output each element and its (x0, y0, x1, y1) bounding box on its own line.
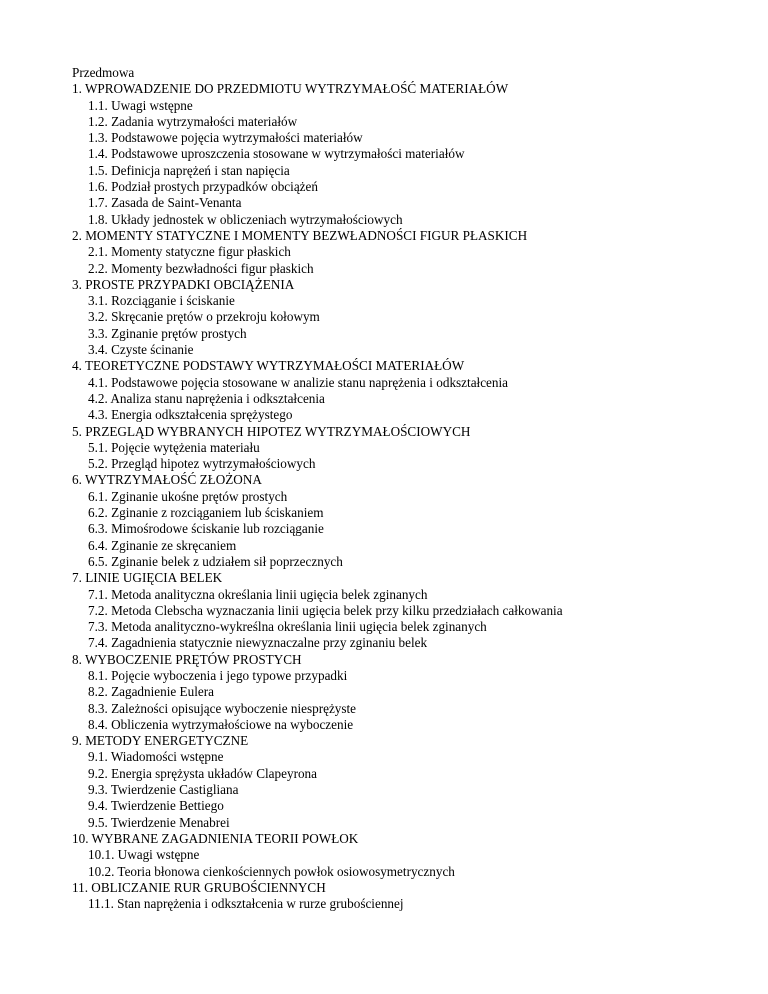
toc-section-entry: 2.1. Momenty statyczne figur płaskich (88, 244, 291, 260)
toc-section-entry: 3.4. Czyste ścinanie (88, 342, 194, 358)
toc-section-entry: 1.8. Układy jednostek w obliczeniach wytrzymałościowych (88, 211, 403, 227)
toc-section-entry: 7.1. Metoda analityczna określania linii ugięcia belek zginanych (88, 586, 428, 602)
toc-section-entry: 6.1. Zginanie ukośne prętów prostych (88, 488, 288, 504)
toc-chapter-heading: 10. WYBRANE ZAGADNIENIA TEORII POWŁOK (72, 830, 359, 846)
toc-chapter-heading: 2. MOMENTY STATYCZNE I MOMENTY BEZWŁADNOŚCI FIGUR PŁASKICH (72, 227, 528, 243)
toc-chapter-heading: 6. WYTRZYMAŁOŚĆ ZŁOŻONA (72, 472, 262, 488)
toc-section-entry: 1.5. Definicja naprężeń i stan napięcia (88, 162, 290, 178)
toc-section-entry: 10.1. Uwagi wstępne (88, 847, 200, 863)
toc-section-entry: 6.5. Zginanie belek z udziałem sił poprzecznych (88, 553, 343, 569)
toc-section-entry: 3.2. Skręcanie prętów o przekroju kołowym (88, 309, 320, 325)
toc-section-entry: 7.4. Zagadnienia statycznie niewyznaczalne przy zginaniu belek (88, 635, 428, 651)
toc-section-entry: 1.3. Podstawowe pojęcia wytrzymałości materiałów (88, 130, 363, 146)
toc-section-entry: 9.3. Twierdzenie Castigliana (88, 782, 239, 798)
toc-section-entry: 10.2. Teoria błonowa cienkościennych powłok osiowosymetrycznych (88, 863, 455, 879)
toc-chapter-heading: 4. TEORETYCZNE PODSTAWY WYTRZYMAŁOŚCI MATERIAŁÓW (72, 358, 465, 374)
toc-section-entry: 4.1. Podstawowe pojęcia stosowane w analizie stanu naprężenia i odkształcenia (88, 374, 509, 390)
toc-section-entry: 6.2. Zginanie z rozciąganiem lub ściskaniem (88, 505, 324, 521)
toc-section-entry: 1.6. Podział prostych przypadków obciążeń (88, 179, 318, 195)
toc-chapter-heading: 3. PROSTE PRZYPADKI OBCIĄŻENIA (72, 276, 295, 292)
toc-section-entry: 9.4. Twierdzenie Bettiego (88, 798, 224, 814)
toc-section-entry: 4.3. Energia odkształcenia sprężystego (88, 407, 293, 423)
toc-section-entry: 5.1. Pojęcie wytężenia materiału (88, 439, 260, 455)
toc-section-entry: 5.2. Przegląd hipotez wytrzymałościowych (88, 456, 316, 472)
toc-section-entry: 3.3. Zginanie prętów prostych (88, 325, 247, 341)
toc-section-entry: 8.3. Zależności opisujące wyboczenie niesprężyste (88, 700, 357, 716)
toc-section-entry: 9.1. Wiadomości wstępne (88, 749, 224, 765)
toc-section-entry: 7.2. Metoda Clebscha wyznaczania linii ugięcia belek przy kilku przedziałach całkowania (88, 602, 563, 618)
toc-section-entry: 1.2. Zadania wytrzymałości materiałów (88, 113, 298, 129)
toc-section-entry: 1.4. Podstawowe uproszczenia stosowane w wytrzymałości materiałów (88, 146, 465, 162)
toc-section-entry: 8.4. Obliczenia wytrzymałościowe na wyboczenie (88, 716, 354, 732)
toc-section-entry: 7.3. Metoda analityczno-wykreślna określania linii ugięcia belek zginanych (88, 619, 487, 635)
toc-section-entry: 9.2. Energia sprężysta układów Clapeyrona (88, 765, 318, 781)
toc-chapter-heading: Przedmowa (72, 65, 135, 80)
toc-section-entry: 1.1. Uwagi wstępne (88, 97, 193, 113)
toc-section-entry: 8.1. Pojęcie wyboczenia i jego typowe przypadki (88, 667, 348, 683)
table-of-contents (72, 65, 563, 912)
toc-chapter-heading: 9. METODY ENERGETYCZNE (72, 733, 249, 749)
toc-section-entry: 4.2. Analiza stanu naprężenia i odkształcenia (88, 390, 325, 406)
toc-chapter-heading: 11. OBLICZANIE RUR GRUBOŚCIENNYCH (72, 879, 326, 895)
toc-section-entry: 11.1. Stan naprężenia i odkształcenia w rurze grubościennej (88, 896, 404, 912)
toc-section-entry: 3.1. Rozciąganie i ściskanie (88, 293, 235, 309)
toc-section-entry: 2.2. Momenty bezwładności figur płaskich (88, 260, 314, 276)
toc-section-entry: 8.2. Zagadnienie Eulera (88, 684, 214, 700)
toc-chapter-heading: 1. WPROWADZENIE DO PRZEDMIOTU WYTRZYMAŁOŚĆ MATERIAŁÓW (72, 81, 509, 97)
toc-section-entry: 6.3. Mimośrodowe ściskanie lub rozciąganie (88, 521, 324, 537)
toc-section-entry: 6.4. Zginanie ze skręcaniem (88, 537, 237, 553)
toc-chapter-heading: 8. WYBOCZENIE PRĘTÓW PROSTYCH (72, 651, 302, 667)
toc-section-entry: 9.5. Twierdzenie Menabrei (88, 814, 230, 830)
toc-section-entry: 1.7. Zasada de Saint-Venanta (88, 195, 242, 211)
toc-chapter-heading: 5. PRZEGLĄD WYBRANYCH HIPOTEZ WYTRZYMAŁOŚCIOWYCH (72, 423, 471, 439)
toc-chapter-heading: 7. LINIE UGIĘCIA BELEK (72, 570, 223, 586)
